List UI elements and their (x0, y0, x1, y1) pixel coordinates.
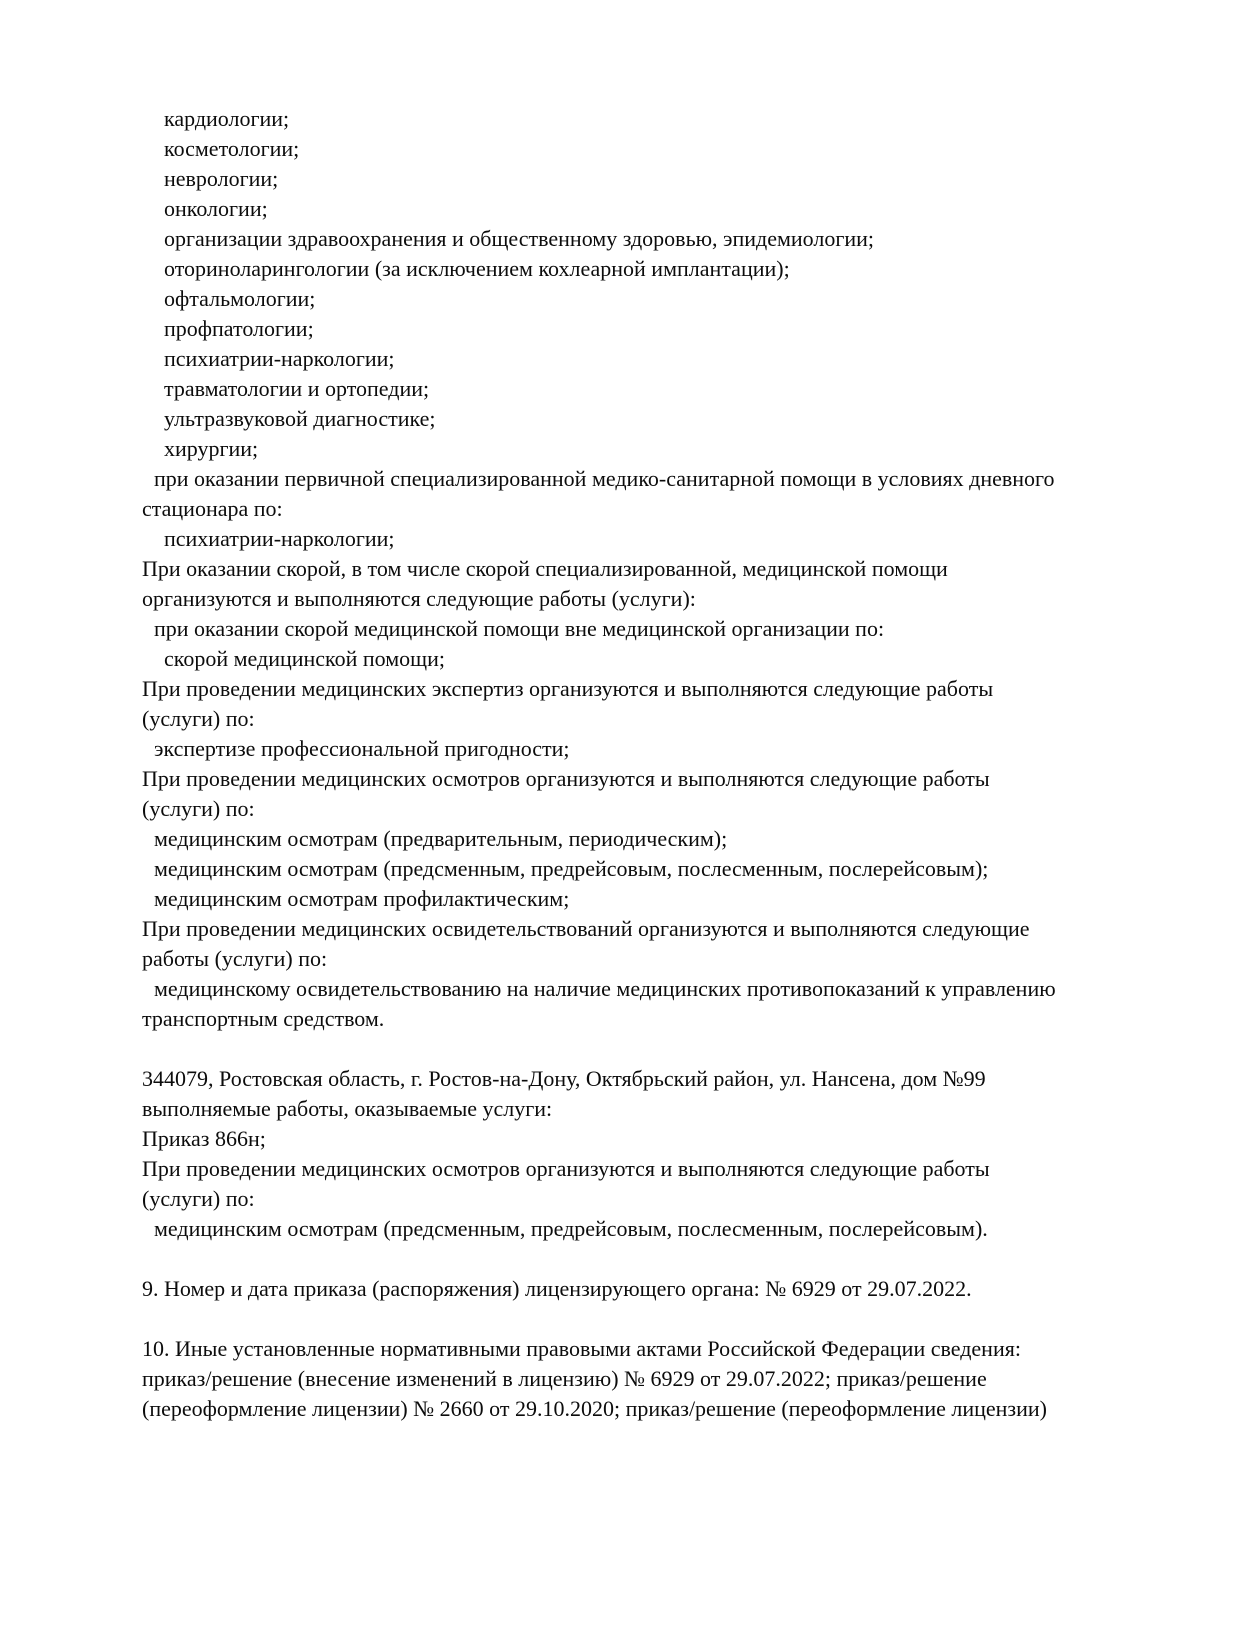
document-line: при оказании первичной специализированной медико-санитарной помощи в условиях дневного (154, 466, 1055, 491)
document-line: медицинским осмотрам (предварительным, периодическим); (154, 826, 728, 851)
blank-line (142, 1034, 1184, 1064)
document-line: При проведении медицинских освидетельствований организуются и выполняются следующие (142, 916, 1030, 941)
document-line: работы (услуги) по: (142, 946, 328, 971)
document-line: При оказании скорой, в том числе скорой специализированной, медицинской помощи (142, 556, 948, 581)
document-line: медицинскому освидетельствованию на наличие медицинских противопоказаний к управлению (154, 976, 1056, 1001)
document-line: медицинским осмотрам (предсменным, предрейсовым, послесменным, послерейсовым); (154, 856, 989, 881)
document-line: травматологии и ортопедии; (164, 376, 430, 401)
document-line: При проведении медицинских осмотров организуются и выполняются следующие работы (142, 766, 990, 791)
document-line: онкологии; (164, 196, 268, 221)
document-line: медицинским осмотрам (предсменным, предрейсовым, послесменным, послерейсовым). (154, 1216, 988, 1241)
document-line: выполняемые работы, оказываемые услуги: (142, 1096, 553, 1121)
document-line: психиатрии-наркологии; (164, 526, 395, 551)
document-line: (услуги) по: (142, 796, 255, 821)
document-line: 344079, Ростовская область, г. Ростов-на-Дону, Октябрьский район, ул. Нансена, дом №99 (142, 1066, 986, 1091)
document-body (142, 104, 1184, 1424)
document-line: офтальмологии; (164, 286, 316, 311)
document-line: организуются и выполняются следующие работы (услуги): (142, 586, 696, 611)
document-line: оториноларингологии (за исключением кохлеарной имплантации); (164, 256, 790, 281)
document-line: экспертизе профессиональной пригодности; (154, 736, 570, 761)
document-line: 10. Иные установленные нормативными правовыми актами Российской Федерации сведения: (142, 1336, 1021, 1361)
document-line: хирургии; (164, 436, 259, 461)
document-line: (услуги) по: (142, 706, 255, 731)
document-line: приказ/решение (внесение изменений в лицензию) № 6929 от 29.07.2022; приказ/решение (142, 1366, 987, 1391)
document-line: Приказ 866н; (142, 1126, 266, 1151)
document-line: 9. Номер и дата приказа (распоряжения) лицензирующего органа: № 6929 от 29.07.2022. (142, 1276, 972, 1301)
document-line: психиатрии-наркологии; (164, 346, 395, 371)
document-line: медицинским осмотрам профилактическим; (154, 886, 570, 911)
document-line: (услуги) по: (142, 1186, 255, 1211)
document-line: неврологии; (164, 166, 279, 191)
document-line: (переоформление лицензии) № 2660 от 29.10.2020; приказ/решение (переоформление лицензии) (142, 1396, 1047, 1421)
blank-line (142, 1304, 1184, 1334)
document-line: косметологии; (164, 136, 300, 161)
document-line: скорой медицинской помощи; (164, 646, 446, 671)
document-line: организации здравоохранения и общественному здоровью, эпидемиологии; (164, 226, 875, 251)
blank-line (142, 1244, 1184, 1274)
document-line: профпатологии; (164, 316, 314, 341)
document-line: при оказании скорой медицинской помощи вне медицинской организации по: (154, 616, 885, 641)
document-line: стационара по: (142, 496, 283, 521)
document-line: При проведении медицинских экспертиз организуются и выполняются следующие работы (142, 676, 994, 701)
document-line: кардиологии; (164, 106, 290, 131)
document-line: ультразвуковой диагностике; (164, 406, 436, 431)
document-line: транспортным средством. (142, 1006, 385, 1031)
document-line: При проведении медицинских осмотров организуются и выполняются следующие работы (142, 1156, 990, 1181)
